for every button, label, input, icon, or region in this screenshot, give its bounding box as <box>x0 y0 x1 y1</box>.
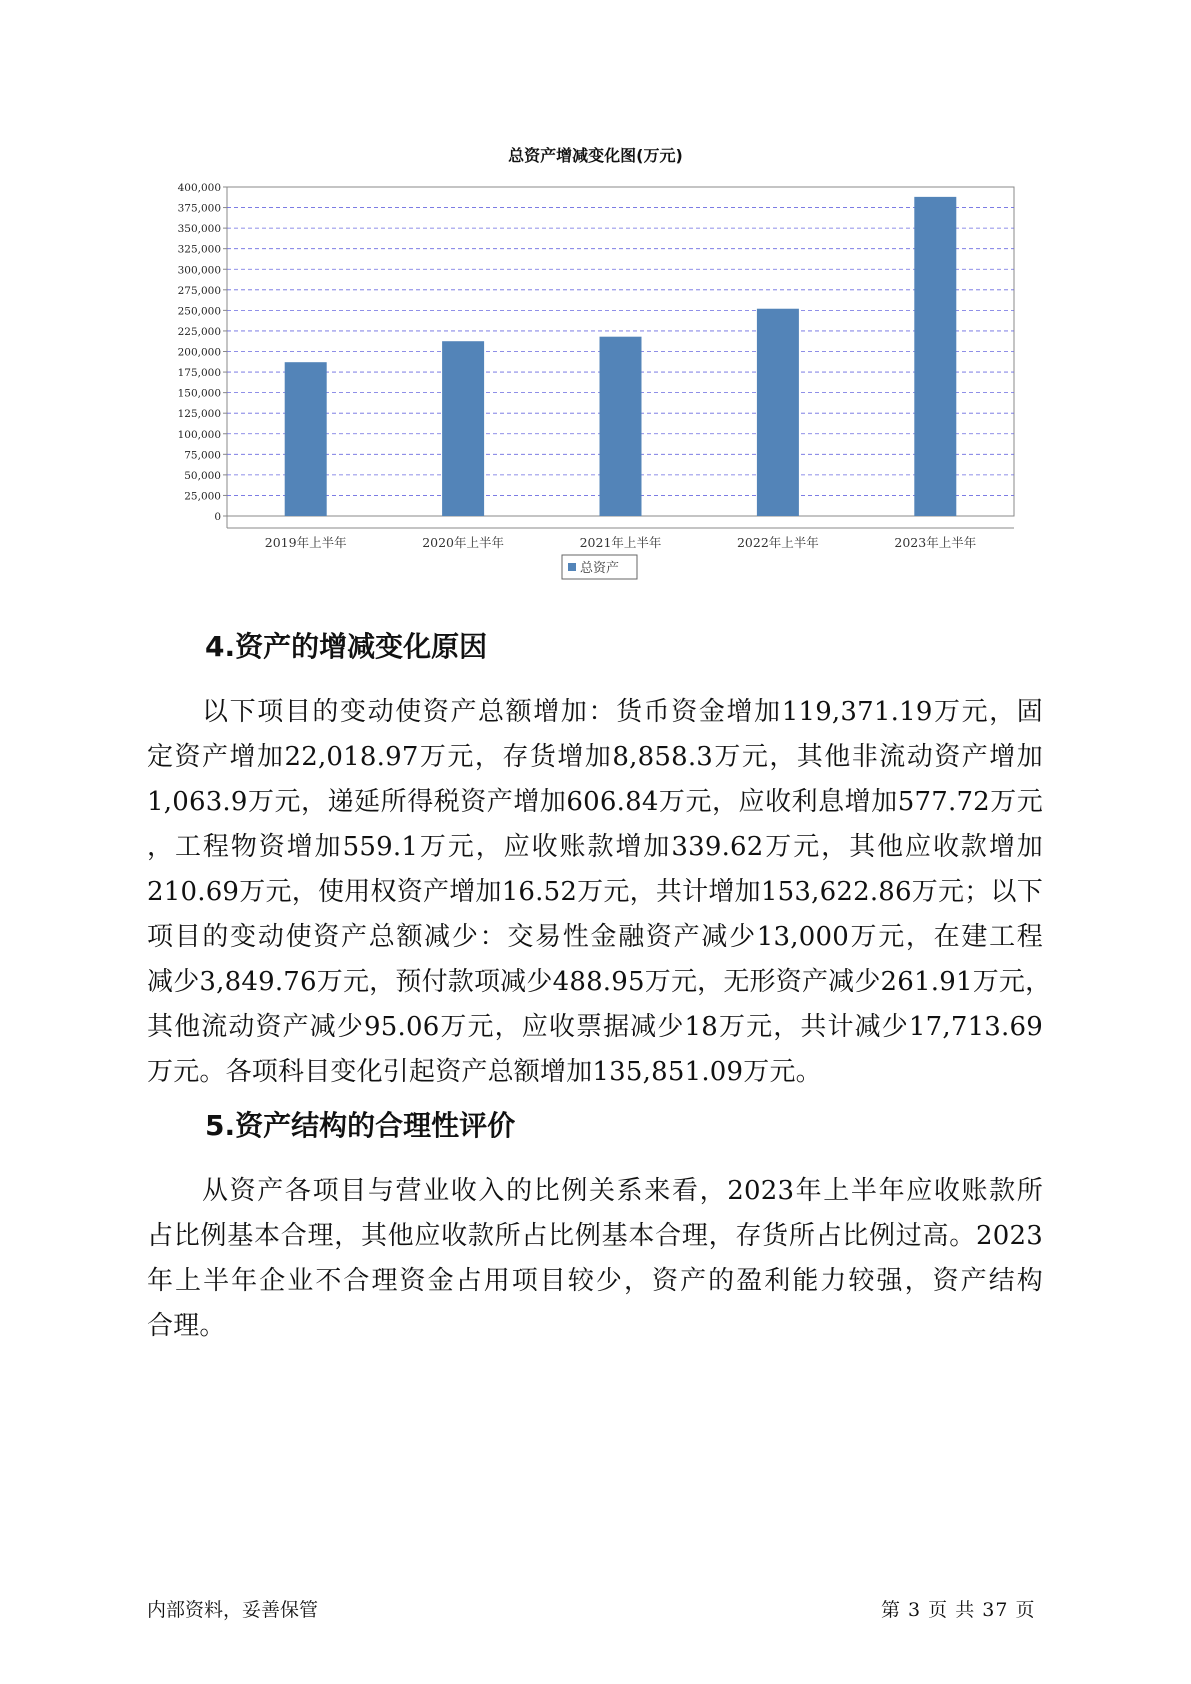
y-tick-label: 25,000 <box>184 490 221 503</box>
x-tick-label: 2019年上半年 <box>264 535 347 550</box>
y-tick-label: 125,000 <box>177 408 221 421</box>
y-tick-label: 100,000 <box>177 428 221 441</box>
paragraph-line: 定资产增加22,018.97万元，存货增加8,858.3万元，其他非流动资产增加 <box>147 742 1043 772</box>
section-5-heading: 5.资产结构的合理性评价 <box>205 1109 516 1142</box>
chart-title: 总资产增减变化图(万元) <box>508 146 683 165</box>
bar <box>285 362 327 516</box>
bar <box>600 337 642 516</box>
paragraph-line: 年上半年企业不合理资金占用项目较少，资产的盈利能力较强，资产结构 <box>147 1266 1043 1296</box>
paragraph-line: 占比例基本合理，其他应收款所占比例基本合理，存货所占比例过高。2023 <box>147 1221 1043 1251</box>
y-tick-label: 350,000 <box>177 223 221 236</box>
x-tick-label: 2021年上半年 <box>579 535 662 550</box>
paragraph-line: 项目的变动使资产总额减少：交易性金融资产减少13,000万元，在建工程 <box>147 922 1043 952</box>
paragraph-line: ，工程物资增加559.1万元，应收账款增加339.62万元，其他应收款增加 <box>147 832 1043 862</box>
bar <box>757 309 799 516</box>
y-tick-label: 50,000 <box>184 469 221 482</box>
bar <box>442 341 484 516</box>
paragraph-line: 其他流动资产减少95.06万元，应收票据减少18万元，共计减少17,713.69 <box>147 1012 1043 1042</box>
paragraph-line: 210.69万元，使用权资产增加16.52万元，共计增加153,622.86万元；以下 <box>147 877 1043 907</box>
legend-swatch <box>568 563 576 571</box>
y-tick-label: 375,000 <box>177 202 221 215</box>
paragraph-line: 合理。 <box>147 1311 226 1341</box>
footer-page-number: 第 3 页 共 37 页 <box>881 1599 1036 1621</box>
y-tick-label: 0 <box>214 511 221 523</box>
footer-confidential-note: 内部资料，妥善保管 <box>147 1599 319 1621</box>
y-tick-label: 325,000 <box>177 243 221 256</box>
y-tick-label: 225,000 <box>177 325 221 338</box>
paragraph-line: 以下项目的变动使资产总额增加：货币资金增加119,371.19万元，固 <box>202 697 1043 727</box>
paragraph-line: 从资产各项目与营业收入的比例关系来看，2023年上半年应收账款所 <box>202 1176 1043 1206</box>
paragraph-line: 万元。各项科目变化引起资产总额增加135,851.09万元。 <box>147 1057 822 1087</box>
x-tick-label: 2023年上半年 <box>894 535 977 550</box>
y-tick-label: 175,000 <box>177 367 221 380</box>
total-assets-bar-chart <box>0 0 1191 600</box>
x-tick-label: 2020年上半年 <box>422 535 505 550</box>
section-4-heading: 4.资产的增减变化原因 <box>205 630 488 663</box>
x-tick-label: 2022年上半年 <box>736 535 819 550</box>
paragraph-line: 减少3,849.76万元，预付款项减少488.95万元，无形资产减少261.91万元， <box>147 967 1052 997</box>
y-tick-label: 300,000 <box>177 264 221 277</box>
legend-label: 总资产 <box>580 561 620 576</box>
y-tick-label: 150,000 <box>177 387 221 400</box>
y-tick-label: 275,000 <box>177 284 221 297</box>
bar <box>914 197 956 516</box>
y-tick-label: 200,000 <box>177 346 221 359</box>
y-tick-label: 250,000 <box>177 305 221 318</box>
y-tick-label: 400,000 <box>177 182 221 194</box>
y-tick-label: 75,000 <box>184 449 221 462</box>
paragraph-line: 1,063.9万元，递延所得税资产增加606.84万元，应收利息增加577.72万元 <box>147 787 1043 817</box>
